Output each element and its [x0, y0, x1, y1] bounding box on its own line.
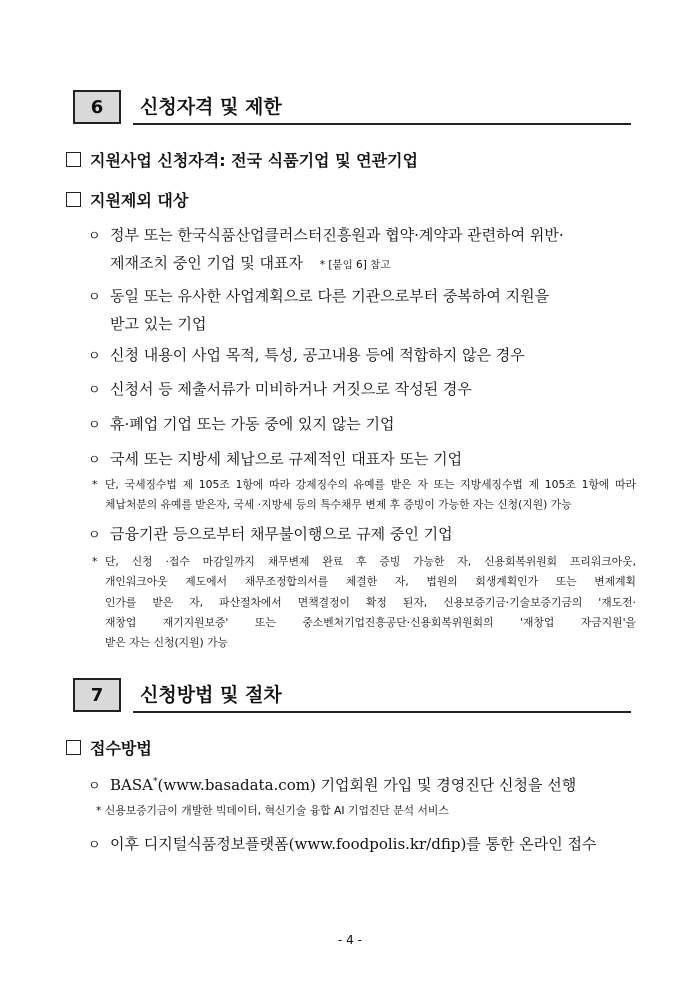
- list-item: ㅇ 동일 또는 유사한 사업계획으로 다른 기관으로부터 중복하여 지원을 받고 있는 기업: [88, 287, 550, 333]
- section-7-rule: [133, 711, 631, 713]
- list-item: ㅇ 휴·폐업 기업 또는 가동 중에 있지 않는 기업: [88, 411, 394, 439]
- exclusion-heading: 지원제외 대상: [66, 188, 188, 211]
- eligibility-heading: 지원사업 신청자격: 전국 식품기업 및 연관기업: [66, 148, 418, 171]
- bullet-icon: ㅇ: [88, 779, 101, 794]
- bullet-icon: ㅇ: [88, 290, 101, 305]
- list-item: ㅇ 금융기관 등으로부터 채무불이행으로 규제 중인 기업: [88, 521, 453, 549]
- list-item: ㅇ 국세 또는 지방세 체납으로 규제적인 대표자 또는 기업: [88, 446, 462, 474]
- list-item: ㅇ 신청 내용이 사업 목적, 특성, 공고내용 등에 적합하지 않은 경우: [88, 342, 525, 370]
- basa-note: * 신용보증기금이 개발한 빅데이터, 혁신기술 융합 AI 기업진단 분석 서비스: [96, 804, 449, 817]
- bullet-icon: ㅇ: [88, 383, 101, 398]
- checkbox-icon: [66, 740, 81, 755]
- list-item: ㅇ BASA*(www.basadata.com) 기업회원 가입 및 경영진단 신청을 선행: [88, 769, 576, 800]
- section-6-number: 6: [73, 90, 121, 124]
- checkbox-icon: [66, 152, 81, 167]
- section-7-header: [73, 678, 631, 714]
- section-6-header: [73, 90, 631, 126]
- list-item: ㅇ 신청서 등 제출서류가 미비하거나 거짓으로 작성된 경우: [88, 376, 472, 404]
- page-number: - 4 -: [338, 933, 362, 947]
- bullet-icon: ㅇ: [88, 838, 101, 853]
- bullet-icon: ㅇ: [88, 453, 101, 468]
- section-6-rule: [133, 123, 631, 125]
- section-7-number: 7: [73, 678, 121, 712]
- finance-note: * 단, 신청 ·접수 마감일까지 채무변제 완료 후 증빙 가능한 자, 신용회복위원회 프리워크아웃, 개인워크아웃 제도에서 채무조정합의서를 체결한 자, 법원의 회생계획인가 또는 변제계획 인가를 받은 자, 파산절차에서 면책결정이 확정 된자, 신용보증기금·기술보증기금의 '재도전· 재창업 재기지원보증' 또는 중소벤처기업진흥공단·신용회복위원회의 '재창업 자금지원'을 받은 자는 신청(지원) 가능: [92, 555, 636, 650]
- bullet-icon: ㅇ: [88, 418, 101, 433]
- bullet-icon: ㅇ: [88, 528, 101, 543]
- item-remark: * [붙임 6] 참고: [319, 259, 391, 271]
- checkbox-icon: [66, 192, 81, 207]
- tax-note: * 단, 국세징수법 제 105조 1항에 따라 강제징수의 유예를 받은 자 또는 지방세징수법 제 105조 1항에 따라 체납처분의 유예를 받은자, 국세 ·지방세 등의 특수채무 변제 후 증빙이 가능한 자는 신청(지원) 가능: [92, 478, 636, 512]
- reception-heading: 접수방법: [66, 736, 152, 759]
- list-item: ㅇ 정부 또는 한국식품산업클러스터진흥원과 협약·계약과 관련하여 위반· 제재조치 중인 기업 및 대표자 * [붙임 6] 참고: [88, 226, 564, 272]
- bullet-icon: ㅇ: [88, 349, 101, 364]
- bullet-icon: ㅇ: [88, 229, 101, 244]
- section-6-title: 신청자격 및 제한: [140, 96, 282, 118]
- list-item: ㅇ 이후 디지털식품정보플랫폼(www.foodpolis.kr/dfip)를 통한 온라인 접수: [88, 831, 597, 859]
- section-7-title: 신청방법 및 절차: [140, 684, 282, 706]
